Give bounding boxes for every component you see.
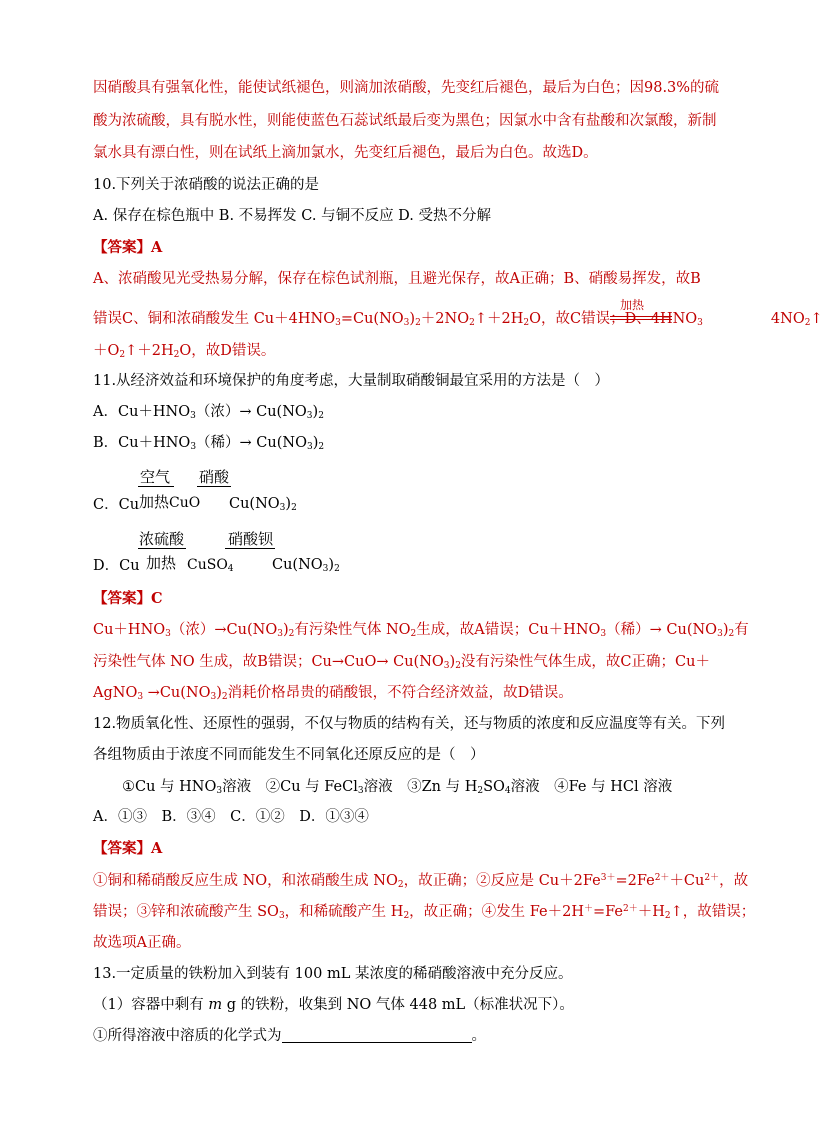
q10-explanation-2: 错误C、铜和浓硝酸发生 $Cu+4HNO_3=Cu(NO_3)_2+2NO_2↑+2H_2O$，故C错误；D、$4HNO_3$ $4NO_2↑$ — [93, 311, 823, 328]
q10-explanation-3: $+O_2↑+2H_2O$，故D错误。 — [93, 343, 276, 360]
q11-d-cond2-top: 硝酸钡 — [228, 530, 274, 548]
q11-option-d-prefix: D．Cu — [93, 558, 140, 574]
intro-line-1: 因硝酸具有强氧化性，能使试纸褪色，则滴加浓硝酸，先变红后褪色，最后为白色；因98.3%的硫 — [93, 80, 720, 96]
q11-d-mid: CuSO$_4$ — [187, 557, 234, 574]
q11-c-cond2-top: 硝酸 — [199, 468, 230, 486]
q10-reaction-arrow-top — [610, 316, 672, 317]
q11-c-product: $Cu(NO_3)_2$ — [229, 496, 297, 513]
q11-option-a: A．$Cu+HNO_3$（浓）→ $Cu(NO_3)_2$ — [93, 404, 324, 421]
q11-c-cond1-bottom: 加热CuO — [139, 493, 201, 511]
q11-d-product: $Cu(NO_3)_2$ — [272, 557, 340, 574]
q11-explanation-2: 污染性气体 NO 生成，故B错误；$Cu\to CuO\to Cu(NO_3)_2$没有污染性气体生成，故C正确；Cu＋ — [93, 654, 710, 671]
q12-explanation-3: 故选项A正确。 — [93, 935, 191, 951]
q10-reaction-arrow-bottom — [610, 319, 672, 320]
q11-c-cond1-top: 空气 — [140, 468, 171, 486]
q13-part-1: （1）容器中剩有 m g 的铁粉，收集到 NO 气体 448 mL（标准状况下）。 — [93, 997, 574, 1013]
q12-answer-label: 【答案】A — [93, 840, 163, 857]
q11-answer-label: 【答案】C — [93, 590, 163, 607]
q10-options: A. 保存在棕色瓶中 B. 不易挥发 C. 与铜不反应 D. 受热不分解 — [93, 208, 492, 224]
q13-part-1-sub-1: ①所得溶液中溶质的化学式为 。 — [93, 1028, 486, 1044]
q11-d-cond1-top: 浓硫酸 — [139, 530, 185, 548]
q11-c-arrow-1 — [138, 486, 174, 487]
intro-line-3: 氯水具有漂白性，则在试纸上滴加氯水，先变红后褪色，最后为白色。故选D。 — [93, 145, 598, 161]
q12-explanation-2: 错误；③锌和浓硫酸产生 $SO_3$，和稀硫酸产生 $H_2$，故正确；④发生 $Fe+2H^+=Fe^{2+}+H_2↑$，故错误； — [93, 904, 756, 921]
q11-option-c-prefix: C．Cu — [93, 497, 140, 513]
q12-options: A．①③ B．③④ C．①② D．①③④ — [93, 809, 369, 825]
q11-explanation-1: $Cu+HNO_3$（浓）$\to Cu(NO_3)_2$有污染性气体 $NO_2$生成，故A错误；$Cu+HNO_3$（稀）→ $Cu(NO_3)_2$有 — [93, 622, 749, 639]
q11-d-arrow-2 — [225, 548, 275, 549]
q11-option-b: B．$Cu+HNO_3$（稀）→ $Cu(NO_3)_2$ — [93, 435, 325, 452]
q11-d-cond1-bottom: 加热 — [146, 554, 177, 572]
answer-blank[interactable] — [282, 1028, 472, 1043]
q11-c-arrow-2 — [197, 486, 231, 487]
q11-stem: 11.从经济效益和环境保护的角度考虑，大量制取硝酸铜最宜采用的方法是（ ） — [93, 373, 610, 389]
q11-d-arrow-1 — [138, 548, 186, 549]
q10-heat-condition: 加热 — [620, 298, 645, 312]
q10-explanation-1: A、浓硝酸见光受热易分解，保存在棕色试剂瓶，且避光保存，故A正确；B、硝酸易挥发，故B — [93, 271, 701, 287]
q10-answer-label: 【答案】A — [93, 239, 163, 256]
q12-stem-2: 各组物质由于浓度不同而能发生不同氧化还原反应的是（ ） — [93, 747, 485, 763]
q11-explanation-3: AgNO$_3$ $\to Cu(NO_3)_2$消耗价格昂贵的硝酸银，不符合经济效益，故D错误。 — [93, 685, 573, 702]
q12-explanation-1: ①铜和稀硝酸反应生成 NO，和浓硝酸生成 $NO_2$，故正确；②反应是 $Cu+2Fe^{3+}=2Fe^{2+}+Cu^{2+}$，故 — [93, 873, 749, 890]
q13-stem: 13.一定质量的铁粉加入到装有 100 mL 某浓度的稀硝酸溶液中充分反应。 — [93, 966, 573, 982]
intro-line-2: 酸为浓硫酸，具有脱水性，则能使蓝色石蕊试纸最后变为黑色；因氯水中含有盐酸和次氯酸，新制 — [93, 113, 717, 129]
q10-stem: 10.下列关于浓硝酸的说法正确的是 — [93, 177, 320, 193]
q12-items: ①Cu 与 $HNO_3$溶液 ②Cu 与 FeCl$_3$溶液 ③Zn 与 $H_2SO_4$溶液 ④Fe 与 HCl 溶液 — [122, 779, 673, 796]
q12-stem-1: 12.物质氧化性、还原性的强弱，不仅与物质的结构有关，还与物质的浓度和反应温度等有关。下列 — [93, 716, 726, 732]
